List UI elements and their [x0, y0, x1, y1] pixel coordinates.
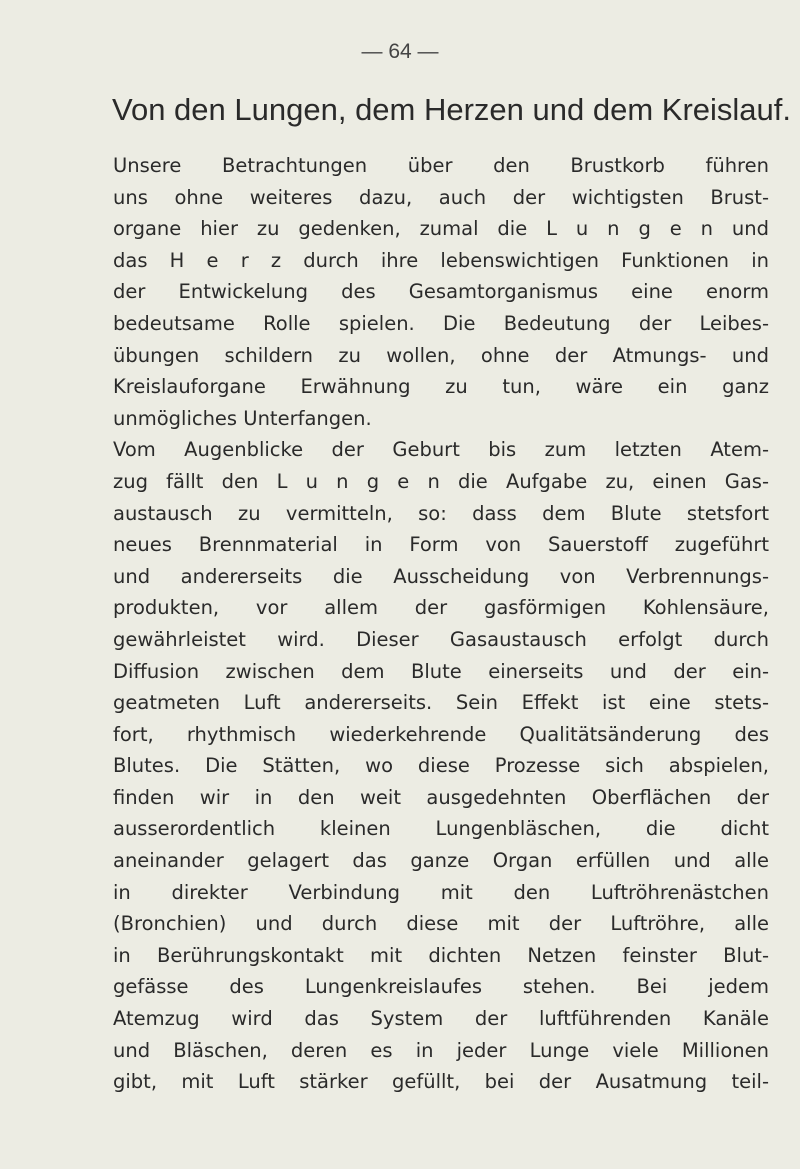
text-line: Atemzug wird das System der luftführenden Kanäle: [113, 1007, 769, 1031]
text-line: produkten, vor allem der gasförmigen Kohlensäure,: [113, 596, 769, 620]
text-line: organe hier zu gedenken, zumal die L u n g e n und: [113, 217, 769, 241]
text-line: unmögliches Unterfangen.: [113, 406, 372, 430]
page-number: — 64 —: [361, 40, 439, 63]
text-line: das H e r z durch ihre lebenswichtigen Funktionen in: [113, 248, 769, 272]
text-line: Diffusion zwischen dem Blute einerseits und der ein-: [113, 659, 769, 683]
text-line: Unsere Betrachtungen über den Brustkorb führen: [113, 154, 769, 177]
chapter-title: Von den Lungen, dem Herzen und dem Kreislauf.: [112, 92, 792, 127]
text-line: gibt, mit Luft stärker gefüllt, bei der Ausatmung teil-: [113, 1070, 769, 1094]
text-line: Kreislauforgane Erwähnung zu tun, wäre ein ganz: [113, 375, 769, 399]
text-line: gewährleistet wird. Dieser Gasaustausch erfolgt durch: [113, 627, 769, 651]
text-line: der Entwickelung des Gesamtorganismus eine enorm: [113, 280, 769, 304]
text-line: und Bläschen, deren es in jeder Lunge viele Millionen: [113, 1038, 769, 1062]
paragraph-1: [113, 150, 769, 434]
text-line: neues Brennmaterial in Form von Sauerstoff zugeführt: [113, 533, 769, 557]
text-line: in Berührungskontakt mit dichten Netzen feinster Blut-: [113, 943, 769, 967]
text-line: in direkter Verbindung mit den Luftröhrenästchen: [113, 880, 769, 904]
text-line: Vom Augenblicke der Geburt bis zum letzten Atem-: [113, 438, 769, 462]
text-line: und andererseits die Ausscheidung von Verbrennungs-: [113, 564, 769, 588]
text-line: fort, rhythmisch wiederkehrende Qualitätsänderung des: [113, 722, 769, 746]
text-line: austausch zu vermitteln, so: dass dem Blute stetsfort: [113, 501, 769, 525]
text-line: gefässe des Lungenkreislaufes stehen. Bei jedem: [113, 975, 769, 999]
text-line: geatmeten Luft andererseits. Sein Effekt ist eine stets-: [113, 691, 769, 715]
text-line: uns ohne weiteres dazu, auch der wichtigsten Brust-: [113, 185, 769, 209]
text-line: aneinander gelagert das ganze Organ erfüllen und alle: [113, 849, 769, 873]
text-line: finden wir in den weit ausgedehnten Oberflächen der: [113, 785, 769, 809]
text-line: zug fällt den L u n g e n die Aufgabe zu, einen Gas-: [113, 469, 769, 493]
text-line: ausserordentlich kleinen Lungenbläschen, die dicht: [113, 817, 769, 841]
text-line: (Bronchien) und durch diese mit der Luftröhre, alle: [113, 912, 769, 936]
text-line: übungen schildern zu wollen, ohne der Atmungs- und: [113, 343, 769, 367]
text-line: bedeutsame Rolle spielen. Die Bedeutung der Leibes-: [113, 311, 769, 335]
text-line: Blutes. Die Stätten, wo diese Prozesse sich abspielen,: [113, 754, 769, 778]
paragraph-2: [113, 434, 769, 1097]
body-text: [113, 150, 769, 1098]
